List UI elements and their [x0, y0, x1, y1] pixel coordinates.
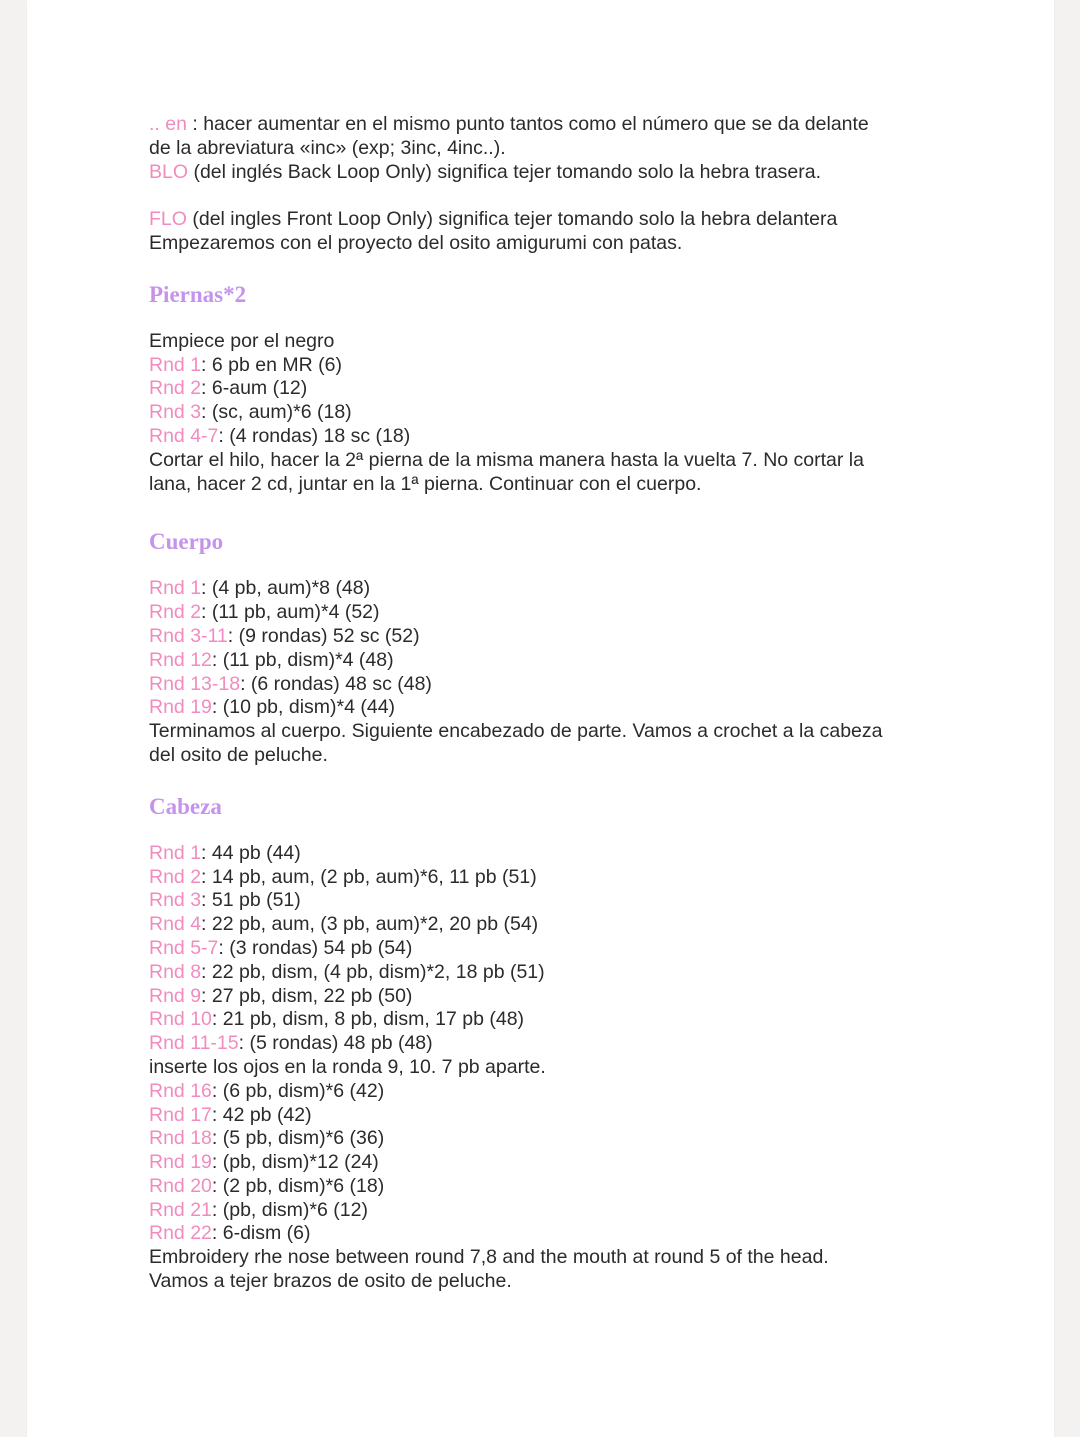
round-instruction: : (5 rondas) 48 pb (48) [238, 1032, 433, 1055]
round-instruction: : 22 pb, aum, (3 pb, aum)*2, 20 pb (54) [201, 913, 539, 936]
round-label: Rnd 9 [149, 984, 202, 1007]
round-instruction: : (6 rondas) 48 sc (48) [240, 672, 432, 695]
round-row [149, 842, 949, 866]
round-instruction: : (5 pb, dism)*6 (36) [211, 1127, 385, 1150]
round-row [149, 913, 949, 937]
round-instruction: : 44 pb (44) [201, 841, 301, 864]
round-label: Rnd 20 [149, 1174, 212, 1197]
section-heading-cuerpo: Cuerpo [149, 529, 224, 555]
round-label: Rnd 1 [149, 577, 202, 600]
round-label: Rnd 22 [149, 1222, 212, 1245]
round-label: Rnd 5-7 [149, 936, 219, 959]
eyes-note: inserte los ojos en la ronda 9, 10. 7 pb aparte. [149, 1055, 546, 1078]
round-instruction: : (4 rondas) 18 sc (18) [218, 424, 411, 447]
round-label: Rnd 4 [149, 913, 202, 936]
round-row [149, 1080, 949, 1104]
section-note-cont: lana, hacer 2 cd, juntar en la 1ª pierna. Continuar con el cuerpo. [149, 472, 702, 495]
round-label: Rnd 13-18 [149, 672, 241, 695]
round-list [149, 1080, 949, 1247]
start-paragraph: Empezaremos con el proyecto del osito amigurumi con patas. [149, 231, 683, 254]
round-row [149, 1199, 949, 1223]
round-instruction: : 21 pb, dism, 8 pb, dism, 17 pb (48) [211, 1008, 525, 1031]
round-label: Rnd 4-7 [149, 424, 219, 447]
round-instruction: : 22 pb, dism, (4 pb, dism)*2, 18 pb (51) [201, 960, 545, 983]
round-list [149, 577, 949, 720]
round-label: Rnd 10 [149, 1008, 212, 1031]
definition-text: : hacer aumentar en el mismo punto tantos como el número que se da delante [186, 113, 869, 135]
round-label: Rnd 16 [149, 1079, 212, 1102]
flo-definition [149, 208, 949, 232]
round-label: Rnd 19 [149, 696, 212, 719]
round-instruction: : (3 rondas) 54 pb (54) [218, 936, 413, 959]
round-row [149, 1127, 949, 1151]
round-label: Rnd 1 [149, 353, 202, 376]
round-label: Rnd 12 [149, 648, 212, 671]
round-row [149, 425, 949, 449]
term-label: FLO [149, 208, 187, 231]
round-row [149, 1175, 949, 1199]
blo-definition [149, 161, 949, 185]
round-label: Rnd 21 [149, 1198, 212, 1221]
round-row [149, 649, 949, 673]
round-label: Rnd 18 [149, 1127, 212, 1150]
pattern-content [149, 113, 949, 1294]
round-instruction: : (6 pb, dism)*6 (42) [211, 1079, 385, 1102]
round-label: Rnd 19 [149, 1151, 212, 1174]
round-instruction: : (sc, aum)*6 (18) [201, 401, 352, 424]
section-note: Terminamos al cuerpo. Siguiente encabezado de parte. Vamos a crochet a la cabeza [149, 720, 883, 743]
section-intro: Empiece por el negro [149, 329, 335, 352]
round-row [149, 673, 949, 697]
round-row [149, 1104, 949, 1128]
round-instruction: : 6 pb en MR (6) [201, 353, 342, 376]
round-label: Rnd 11-15 [149, 1032, 239, 1055]
document-page [27, 0, 1054, 1437]
round-label: Rnd 3-11 [149, 624, 228, 647]
round-list [149, 354, 949, 449]
round-row [149, 985, 949, 1009]
round-row [149, 601, 949, 625]
round-row [149, 354, 949, 378]
term-label: BLO [149, 160, 189, 183]
round-row [149, 937, 949, 961]
round-label: Rnd 2 [149, 865, 202, 888]
round-instruction: : 27 pb, dism, 22 pb (50) [201, 984, 413, 1007]
round-row [149, 1032, 949, 1056]
section-note: Embroidery rhe nose between round 7,8 and the mouth at round 5 of the head. [149, 1246, 829, 1269]
round-row [149, 625, 949, 649]
round-label: Rnd 2 [149, 377, 202, 400]
definition-text: (del inglés Back Loop Only) significa tejer tomando solo la hebra trasera. [188, 160, 822, 183]
round-instruction: : 14 pb, aum, (2 pb, aum)*6, 11 pb (51) [201, 865, 537, 888]
round-label: Rnd 8 [149, 960, 202, 983]
round-row [149, 377, 949, 401]
round-row [149, 577, 949, 601]
round-instruction: : 6-aum (12) [201, 377, 308, 400]
round-label: Rnd 17 [149, 1103, 212, 1126]
section-note-cont: Vamos a tejer brazos de osito de peluche. [149, 1270, 512, 1293]
round-instruction: : (2 pb, dism)*6 (18) [211, 1174, 385, 1197]
round-instruction: : 6-dism (6) [211, 1222, 311, 1245]
round-row [149, 1222, 949, 1246]
round-instruction: : 42 pb (42) [211, 1103, 312, 1126]
round-label: Rnd 2 [149, 601, 202, 624]
section-note-cont: del osito de peluche. [149, 743, 328, 766]
round-instruction: : (11 pb, dism)*4 (48) [211, 648, 394, 671]
round-row [149, 889, 949, 913]
round-row [149, 866, 949, 890]
round-row [149, 401, 949, 425]
round-instruction: : (11 pb, aum)*4 (52) [201, 601, 380, 624]
round-instruction: : (9 rondas) 52 sc (52) [227, 624, 420, 647]
term-label: .. en [149, 113, 187, 135]
round-row [149, 1151, 949, 1175]
round-row [149, 696, 949, 720]
round-instruction: : (4 pb, aum)*8 (48) [201, 577, 371, 600]
round-instruction: : (10 pb, dism)*4 (44) [211, 696, 396, 719]
round-label: Rnd 3 [149, 889, 202, 912]
section-heading-piernas: Piernas*2 [149, 281, 247, 307]
section-heading-cabeza: Cabeza [149, 793, 222, 819]
section-note: Cortar el hilo, hacer la 2ª pierna de la misma manera hasta la vuelta 7. No cortar la [149, 448, 864, 471]
round-row [149, 961, 949, 985]
inc-definition-cont: de la abreviatura «inc» (exp; 3inc, 4inc..). [149, 136, 506, 159]
round-label: Rnd 3 [149, 401, 202, 424]
round-instruction: : (pb, dism)*12 (24) [211, 1151, 379, 1174]
round-label: Rnd 1 [149, 841, 202, 864]
round-list [149, 842, 949, 1056]
round-instruction: : (pb, dism)*6 (12) [211, 1198, 368, 1221]
inc-definition [149, 113, 949, 137]
definition-text: (del ingles Front Loop Only) significa tejer tomando solo la hebra delantera [186, 208, 838, 231]
round-instruction: : 51 pb (51) [201, 889, 301, 912]
round-row [149, 1008, 949, 1032]
